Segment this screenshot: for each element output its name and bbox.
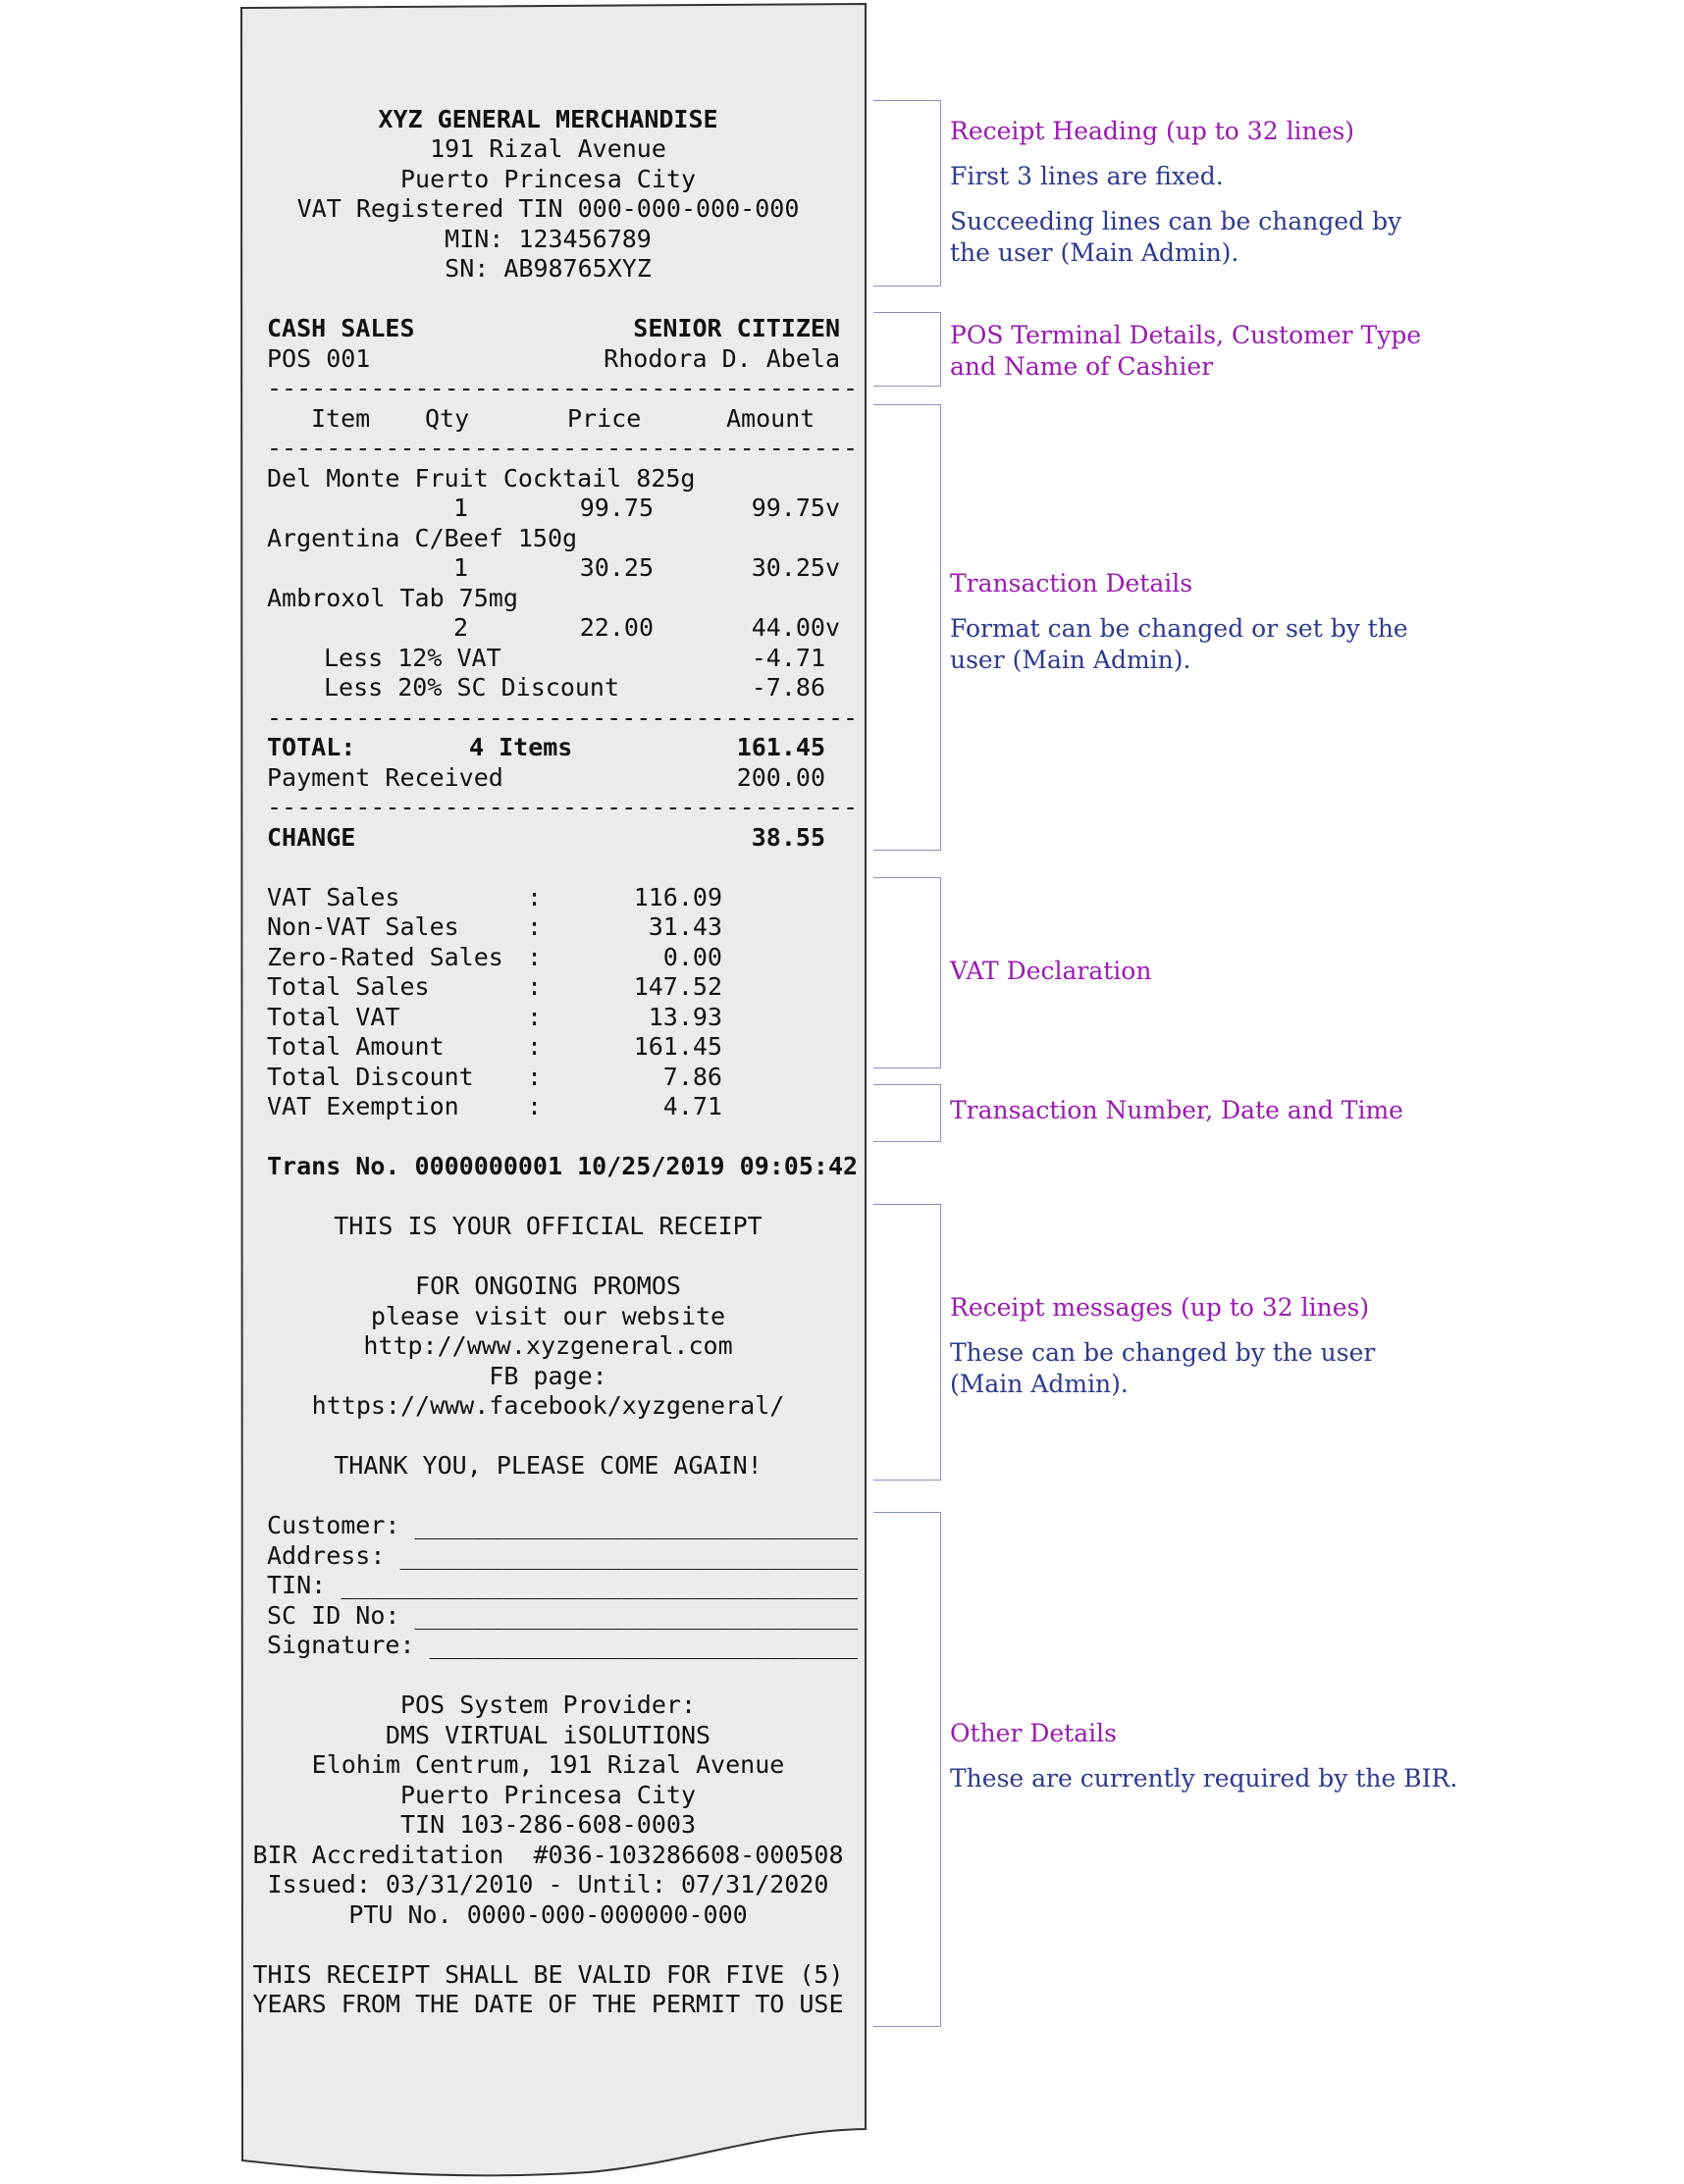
store-tin: VAT Registered TIN 000-000-000-000: [296, 194, 800, 223]
vat-label: Total VAT: [267, 1003, 400, 1031]
annotation-transaction-text: Format can be changed or set by the: [950, 614, 1408, 643]
bracket-other: [873, 1512, 941, 2027]
total-label: TOTAL:: [267, 733, 356, 761]
annotation-pos-title: and Name of Cashier: [950, 352, 1214, 381]
bracket-pos: [873, 312, 941, 387]
vat-value: 13.93: [648, 1003, 722, 1031]
annotation-heading-text: the user (Main Admin).: [950, 238, 1239, 267]
annotation-transaction-title: Transaction Details: [950, 569, 1193, 598]
annotation-heading-text: First 3 lines are fixed.: [950, 162, 1224, 190]
item-qty: 2: [453, 613, 469, 642]
payment-value: 200.00: [736, 763, 825, 792]
tin-field: TIN: ___________________________________: [267, 1571, 859, 1599]
item-amount: 30.25v: [751, 553, 840, 582]
validity-line: THIS RECEIPT SHALL BE VALID FOR FIVE (5): [252, 1960, 844, 1989]
vat-label: Total Amount: [267, 1032, 445, 1061]
message-line: FB page:: [489, 1362, 607, 1390]
item-name: Ambroxol Tab 75mg: [267, 584, 518, 612]
separator: ----------------------------------------: [267, 793, 859, 821]
vat-label: Zero-Rated Sales: [267, 943, 503, 971]
item-qty: 1: [453, 553, 469, 582]
vat-label: VAT Exemption: [267, 1092, 459, 1120]
change-label: CHANGE: [267, 823, 356, 852]
vat-label: VAT Sales: [267, 883, 400, 911]
item-price: 99.75: [579, 494, 654, 522]
payment-label: Payment Received: [267, 763, 503, 792]
vat-colon: :: [527, 1092, 543, 1120]
vat-value: 31.43: [648, 912, 722, 941]
annotation-messages-text: (Main Admin).: [950, 1370, 1129, 1398]
store-sn: SN: AB98765XYZ: [445, 254, 652, 283]
provider-line: BIR Accreditation #036-103286608-000508: [252, 1841, 844, 1869]
vat-colon: :: [527, 972, 543, 1001]
vat-value: 7.86: [662, 1063, 722, 1091]
annotation-heading-text: Succeeding lines can be changed by: [950, 207, 1402, 235]
store-min: MIN: 123456789: [445, 225, 652, 253]
annotation-other-title: Other Details: [950, 1719, 1117, 1747]
adjustment-value: -4.71: [751, 644, 825, 672]
col-item: Item: [311, 404, 371, 433]
item-name: Argentina C/Beef 150g: [267, 524, 578, 552]
address-field: Address: _______________________________: [267, 1541, 859, 1570]
annotation-messages-title: Receipt messages (up to 32 lines): [950, 1293, 1370, 1322]
store-name: XYZ GENERAL MERCHANDISE: [378, 105, 718, 133]
annotation-heading-title: Receipt Heading (up to 32 lines): [950, 117, 1355, 145]
vat-colon: :: [527, 912, 543, 941]
message-line: http://www.xyzgeneral.com: [363, 1331, 733, 1360]
separator: ----------------------------------------: [267, 703, 859, 732]
message-line: FOR ONGOING PROMOS: [415, 1272, 681, 1300]
store-city: Puerto Princesa City: [399, 165, 697, 193]
adjustment-label: Less 20% SC Discount: [324, 673, 620, 702]
pos-terminal: POS 001: [267, 344, 371, 373]
provider-line: PTU No. 0000-000-000000-000: [348, 1900, 748, 1929]
store-address: 191 Rizal Avenue: [430, 134, 666, 163]
vat-colon: :: [527, 1063, 543, 1091]
item-qty: 1: [453, 494, 469, 522]
annotation-transaction-text: user (Main Admin).: [950, 646, 1191, 674]
separator: ----------------------------------------: [267, 434, 859, 462]
vat-colon: :: [527, 943, 543, 971]
customer-field: Customer: ______________________________: [267, 1511, 859, 1539]
message-line: please visit our website: [370, 1302, 726, 1330]
message-line: THANK YOU, PLEASE COME AGAIN!: [334, 1451, 763, 1480]
total-value: 161.45: [736, 733, 825, 761]
col-amount: Amount: [726, 404, 816, 433]
transaction-line: Trans No. 0000000001 10/25/2019 09:05:42: [267, 1152, 859, 1180]
vat-label: Total Sales: [267, 972, 430, 1001]
adjustment-label: Less 12% VAT: [324, 644, 501, 672]
sc-id-field: SC ID No: ______________________________: [267, 1601, 859, 1630]
annotation-transnum-title: Transaction Number, Date and Time: [950, 1096, 1403, 1124]
provider-line: Elohim Centrum, 191 Rizal Avenue: [311, 1750, 785, 1779]
change-value: 38.55: [751, 823, 825, 852]
provider-line: Puerto Princesa City: [399, 1781, 697, 1809]
bracket-vat: [873, 877, 941, 1068]
item-price: 22.00: [579, 613, 654, 642]
annotation-messages-text: These can be changed by the user: [950, 1338, 1376, 1367]
adjustment-value: -7.86: [751, 673, 825, 702]
item-amount: 99.75v: [751, 494, 840, 522]
vat-colon: :: [527, 1032, 543, 1061]
item-name: Del Monte Fruit Cocktail 825g: [267, 464, 696, 493]
items-count: 4 Items: [469, 733, 573, 761]
annotation-vat-title: VAT Declaration: [950, 957, 1152, 985]
provider-line: Issued: 03/31/2010 - Until: 07/31/2020: [267, 1870, 829, 1898]
item-amount: 44.00v: [751, 613, 840, 642]
vat-value: 116.09: [633, 883, 722, 911]
annotation-pos-title: POS Terminal Details, Customer Type: [950, 321, 1422, 349]
message-line: THIS IS YOUR OFFICIAL RECEIPT: [334, 1212, 763, 1240]
provider-line: DMS VIRTUAL iSOLUTIONS: [385, 1721, 711, 1749]
col-price: Price: [567, 404, 642, 433]
signature-field: Signature: _____________________________: [267, 1631, 859, 1659]
vat-label: Non-VAT Sales: [267, 912, 459, 941]
provider-line: POS System Provider:: [399, 1690, 697, 1719]
vat-value: 4.71: [662, 1092, 722, 1120]
annotation-other-text: These are currently required by the BIR.: [950, 1764, 1458, 1793]
vat-label: Total Discount: [267, 1063, 474, 1091]
sale-type: CASH SALES: [267, 314, 415, 342]
item-price: 30.25: [579, 553, 654, 582]
separator: ----------------------------------------: [267, 374, 859, 402]
bracket-heading: [873, 100, 941, 286]
vat-value: 147.52: [633, 972, 722, 1001]
cashier-name: Rhodora D. Abela: [604, 344, 840, 373]
provider-line: TIN 103-286-608-0003: [399, 1810, 697, 1839]
vat-colon: :: [527, 1003, 543, 1031]
bracket-trans-number: [873, 1084, 941, 1142]
vat-value: 161.45: [633, 1032, 722, 1061]
vat-colon: :: [527, 883, 543, 911]
message-line: https://www.facebook/xyzgeneral/: [311, 1391, 785, 1420]
customer-type: SENIOR CITIZEN: [633, 314, 840, 342]
validity-line: YEARS FROM THE DATE OF THE PERMIT TO USE: [252, 1990, 844, 2018]
bracket-transaction: [873, 404, 941, 851]
bracket-messages: [873, 1204, 941, 1481]
vat-value: 0.00: [662, 943, 722, 971]
col-qty: Qty: [425, 404, 470, 433]
